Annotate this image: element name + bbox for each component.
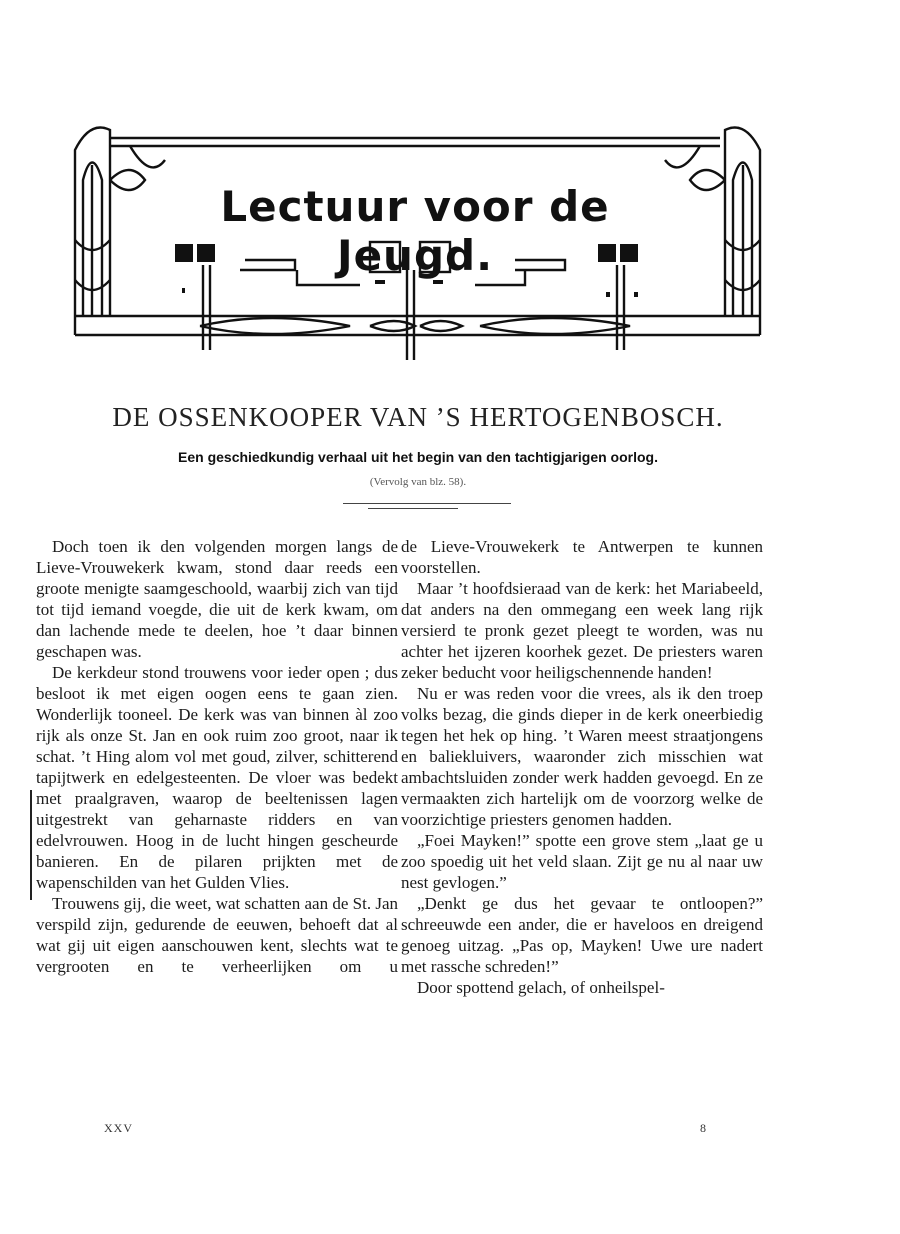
paragraph: Trouwens gij, die weet, wat schatten aan de St. Jan verspild zijn, gedurende de eeuwen, behoeft dat al wat gij uit eigen aanschouwen kent, slechts wat te vergrooten en te verheerlijken om u: [36, 894, 398, 976]
banner-title: Lectuur voor de Jeugd.: [220, 182, 610, 280]
margin-mark: [30, 790, 32, 900]
signature-mark: XXV: [104, 1121, 133, 1135]
paragraph: de Lieve-Vrouwekerk te Antwerpen te kunnen voorstellen.: [401, 537, 763, 577]
title-rule: [343, 503, 511, 504]
paragraph: Nu er was reden voor die vrees, als ik den troep volks bezag, die ginds dieper in de kerk oneerbiedig tegen het hek op hing. ’t Waren meest straatjongens en baliekluivers, waaronder zich misschien wat ambachtsluiden zonder werk hadden gevoegd. En ze vermaakten zich hartelijk om de voorzorg welke de voorzichtige priesters genomen hadden.: [401, 684, 763, 829]
paragraph: „Foei Mayken!” spotte een grove stem „laat ge u zoo spoedig uit het veld slaan. Zijt ge nu al naar uw nest gevlogen.”: [401, 831, 763, 892]
page-number: 8: [700, 1121, 707, 1135]
paragraph: Maar ’t hoofdsieraad van de kerk: het Mariabeeld, dat anders na den ommegang een week lang rijk versierd te pronk gezet pleegt te worden, was nu achter het ijzeren koorhek gezet. De priesters waren zeker beducht voor heiligschennende handen!: [401, 579, 763, 682]
paragraph: Doch toen ik den volgenden morgen langs de Lieve-Vrouwekerk kwam, stond daar reeds een groote menigte saamgeschoold, waarbij zich van tijd tot tijd iemand voegde, die uit de kerk kwam, om dan lachende mede te deelen, hoe ’t daar binnen geschapen was.: [36, 537, 398, 661]
continued-note: (Vervolg van blz. 58).: [369, 476, 467, 488]
story-title: DE OSSENKOOPER VAN ’S HERTOGENBOSCH.: [112, 402, 724, 432]
left-column: [36, 536, 398, 977]
paragraph: „Denkt ge dus het gevaar te ontloopen?” schreeuwde een ander, die er haveloos en dreigend genoeg uitzag. „Pas op, Mayken! Uwe ure nadert met rassche schreden!”: [401, 894, 763, 976]
right-column: [401, 536, 763, 998]
story-subtitle: Een geschiedkundig verhaal uit het begin van den tachtigjarigen oorlog.: [178, 449, 658, 465]
paragraph: Door spottend gelach, of onheilspel-: [417, 978, 665, 997]
paragraph: De kerkdeur stond trouwens voor ieder open ; dus besloot ik met eigen oogen eens te gaan zien. Wonderlijk tooneel. De kerk was van binnen àl zoo rijk als onze St. Jan en ook ruim zoo groot, naar ik schat. ’t Hing alom vol met goud, zilver, schitterend tapijtwerk en edelgesteenten. De vloer was bedekt met praalgraven, waarop de beeltenissen lagen uitgestrekt van geharnaste ridders en van edelvrouwen. Hoog in de lucht hingen gescheurde banieren. En de pilaren prijkten met de wapenschilden van het Gulden Vlies.: [36, 663, 398, 892]
header-banner: [70, 120, 765, 365]
title-rule-short: [368, 508, 458, 509]
